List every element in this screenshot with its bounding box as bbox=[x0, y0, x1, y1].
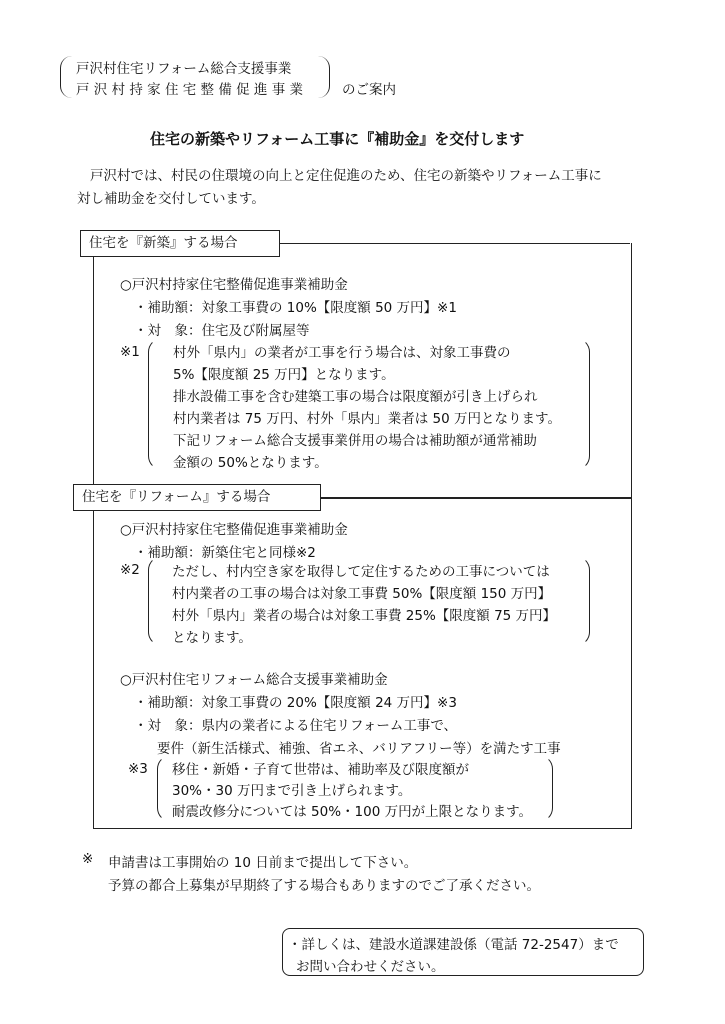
note-1-line-6: 金額の 50%となります。 bbox=[173, 455, 328, 471]
footnote-line-2: 予算の都合上募集が早期終了する場合もありますのでご了承ください。 bbox=[108, 878, 540, 894]
new-build-tab: 住宅を『新築』する場合 bbox=[80, 230, 280, 257]
reform-program-1: ○戸沢村持家住宅整備促進事業補助金 bbox=[120, 522, 348, 538]
footnote-line-1: 申請書は工事開始の 10 日前まで提出して下さい。 bbox=[108, 855, 418, 871]
reform-target-2-requirements: 要件（新生活様式、補強、省エネ、バリアフリー等）を満たす工事 bbox=[157, 741, 561, 757]
intro-line-1: 戸沢村では、村民の住環境の向上と定住促進のため、住宅の新築やリフォーム工事に bbox=[90, 168, 602, 184]
note-1-line-4: 村内業者は 75 万円、村外「県内」業者は 50 万円となります。 bbox=[173, 411, 561, 427]
note-1-line-1: 村外「県内」の業者が工事を行う場合は、対象工事費の bbox=[173, 345, 511, 361]
reform-target-2: ・対 象：県内の業者による住宅リフォーム工事で、 bbox=[134, 718, 458, 734]
reform-amount-1: ・補助額：新築住宅と同様※2 bbox=[134, 545, 316, 561]
note-2-line-3: 村外「県内」業者の場合は対象工事費 25%【限度額 75 万円】 bbox=[172, 608, 557, 624]
note-3-line-1: 移住・新婚・子育て世帯は、補助率及び限度額が bbox=[172, 762, 469, 778]
program-name-reform: 戸沢村住宅リフォーム総合支援事業 bbox=[76, 61, 292, 77]
reform-tab: 住宅を『リフォーム』する場合 bbox=[73, 484, 321, 511]
note-1-line-3: 排水設備工事を含む建築工事の場合は限度額が引き上げられ bbox=[173, 389, 538, 405]
intro-line-2: 対し補助金を交付しています。 bbox=[77, 191, 265, 207]
note-2-line-2: 村内業者の工事の場合は対象工事費 50%【限度額 150 万円】 bbox=[172, 586, 552, 602]
new-build-amount: ・補助額：対象工事費の 10%【限度額 50 万円】※1 bbox=[134, 300, 457, 316]
note-1-line-5: 下記リフォーム総合支援事業併用の場合は補助額が通常補助 bbox=[173, 433, 537, 449]
note-3-mark: ※3 bbox=[128, 761, 148, 777]
reform-amount-2: ・補助額：対象工事費の 20%【限度額 24 万円】※3 bbox=[134, 695, 457, 711]
contact-line-2: お問い合わせください。 bbox=[296, 959, 445, 975]
new-build-program: ○戸沢村持家住宅整備促進事業補助金 bbox=[120, 277, 348, 293]
note-2-line-4: となります。 bbox=[172, 630, 252, 646]
contact-line-1: ・詳しくは、建設水道課建設係（電話 72-2547）まで bbox=[288, 937, 619, 953]
footnote-mark: ※ bbox=[82, 851, 94, 867]
note-2-line-1: ただし、村内空き家を取得して定住するための工事については bbox=[172, 564, 550, 580]
new-build-target: ・対 象：住宅及び附属屋等 bbox=[134, 323, 310, 339]
page-title: 住宅の新築やリフォーム工事に『補助金』を交付します bbox=[150, 130, 525, 148]
program-name-housing: 戸 沢 村 持 家 住 宅 整 備 促 進 事 業 bbox=[76, 82, 303, 98]
note-1-mark: ※1 bbox=[120, 344, 140, 360]
note-3-line-3: 耐震改修分については 50%・100 万円が上限となります。 bbox=[172, 804, 533, 820]
note-3-line-2: 30%・30 万円まで引き上げられます。 bbox=[172, 783, 412, 799]
note-1-line-2: 5%【限度額 25 万円】となります。 bbox=[173, 367, 395, 383]
reform-program-2: ○戸沢村住宅リフォーム総合支援事業補助金 bbox=[120, 672, 388, 688]
guide-suffix: のご案内 bbox=[342, 82, 396, 98]
note-2-mark: ※2 bbox=[120, 562, 140, 578]
